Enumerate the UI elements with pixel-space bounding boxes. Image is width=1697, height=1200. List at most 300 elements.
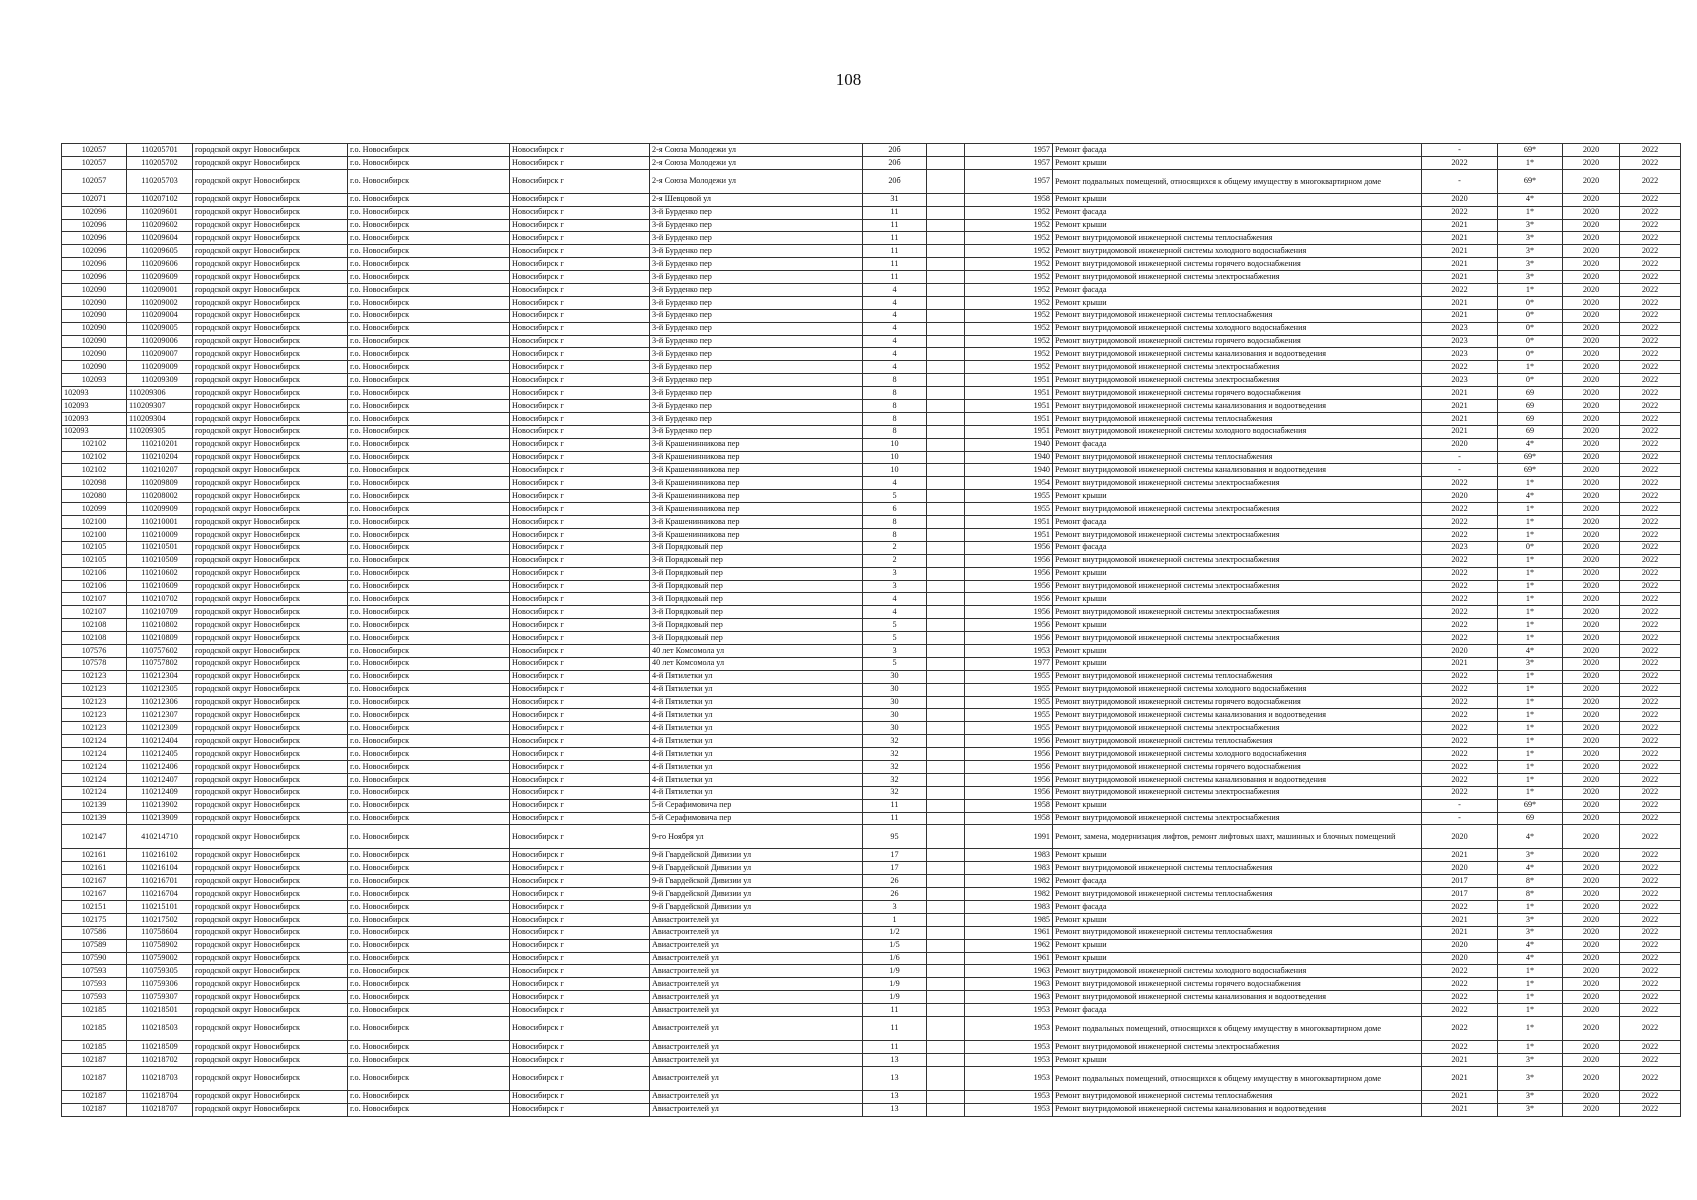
cell-planned-year: 2023 <box>1422 335 1498 348</box>
cell-municipal-district: городской округ Новосибирск <box>193 309 348 322</box>
cell-house-number: 11 <box>863 232 927 245</box>
cell-locality: Новосибирск г <box>510 464 650 477</box>
table-row <box>62 913 1681 926</box>
cell-house-id: 102057 <box>62 156 127 169</box>
cell-municipality: г.о. Новосибирск <box>348 657 510 670</box>
cell-planned-year: 2022 <box>1422 1017 1498 1041</box>
cell-planned-year: 2021 <box>1422 412 1498 425</box>
table-row <box>62 374 1681 387</box>
table-row <box>62 387 1681 400</box>
cell-work-id: 110218707 <box>127 1103 193 1116</box>
cell-year-built: 1956 <box>965 632 1053 645</box>
cell-percent: 3* <box>1498 1066 1563 1090</box>
table-row <box>62 1041 1681 1054</box>
cell-locality: Новосибирск г <box>510 875 650 888</box>
cell-street: 9-й Гвардейской Дивизии ул <box>650 900 863 913</box>
cell-planned-year: 2022 <box>1422 683 1498 696</box>
cell-street: 3-й Крашенинникова пер <box>650 451 863 464</box>
table-row <box>62 528 1681 541</box>
cell-street: 2-я Союза Молодежи ул <box>650 144 863 157</box>
cell-work-type: Ремонт крыши <box>1053 156 1422 169</box>
cell-municipality: г.о. Новосибирск <box>348 1090 510 1103</box>
cell-house-number: 11 <box>863 1004 927 1017</box>
cell-municipal-district: городской округ Новосибирск <box>193 760 348 773</box>
table-row <box>62 1017 1681 1041</box>
table-row <box>62 1004 1681 1017</box>
cell-house-number: 3 <box>863 900 927 913</box>
cell-planned-year: 2022 <box>1422 760 1498 773</box>
cell-work-type: Ремонт внутридомовой инженерной системы электроснабжения <box>1053 632 1422 645</box>
cell-house-id: 102090 <box>62 296 127 309</box>
cell-municipal-district: городской округ Новосибирск <box>193 567 348 580</box>
cell-building <box>927 696 965 709</box>
cell-year-built: 1953 <box>965 1017 1053 1041</box>
cell-locality: Новосибирск г <box>510 580 650 593</box>
cell-street: 3-й Бурденко пер <box>650 258 863 271</box>
cell-percent: 4* <box>1498 438 1563 451</box>
cell-percent: 1* <box>1498 503 1563 516</box>
cell-house-id: 102096 <box>62 219 127 232</box>
cell-municipal-district: городской округ Новосибирск <box>193 335 348 348</box>
cell-work-type: Ремонт фасада <box>1053 438 1422 451</box>
cell-municipal-district: городской округ Новосибирск <box>193 580 348 593</box>
table-row <box>62 799 1681 812</box>
cell-work-id: 110209305 <box>127 425 193 438</box>
cell-municipality: г.о. Новосибирск <box>348 425 510 438</box>
cell-percent: 0* <box>1498 322 1563 335</box>
cell-plan-end-year: 2022 <box>1620 322 1681 335</box>
cell-work-id: 110212307 <box>127 709 193 722</box>
table-row <box>62 952 1681 965</box>
table-row <box>62 926 1681 939</box>
cell-municipality: г.о. Новосибирск <box>348 991 510 1004</box>
cell-plan-end-year: 2022 <box>1620 309 1681 322</box>
cell-percent: 1* <box>1498 1004 1563 1017</box>
table-row <box>62 335 1681 348</box>
cell-percent: 8* <box>1498 875 1563 888</box>
cell-house-number: 11 <box>863 258 927 271</box>
cell-house-id: 102057 <box>62 144 127 157</box>
cell-municipal-district: городской округ Новосибирск <box>193 1017 348 1041</box>
cell-percent: 3* <box>1498 1103 1563 1116</box>
cell-building <box>927 825 965 849</box>
cell-plan-end-year: 2022 <box>1620 913 1681 926</box>
cell-municipality: г.о. Новосибирск <box>348 748 510 761</box>
cell-street: 3-й Порядковый пер <box>650 554 863 567</box>
cell-plan-start-year: 2020 <box>1563 361 1620 374</box>
cell-plan-end-year: 2022 <box>1620 528 1681 541</box>
cell-house-id: 102105 <box>62 541 127 554</box>
cell-plan-end-year: 2022 <box>1620 978 1681 991</box>
cell-building <box>927 786 965 799</box>
cell-building <box>927 1004 965 1017</box>
cell-year-built: 1983 <box>965 862 1053 875</box>
cell-plan-end-year: 2022 <box>1620 1053 1681 1066</box>
cell-year-built: 1956 <box>965 735 1053 748</box>
cell-planned-year: 2021 <box>1422 926 1498 939</box>
cell-street: 3-й Бурденко пер <box>650 232 863 245</box>
cell-municipal-district: городской округ Новосибирск <box>193 1066 348 1090</box>
cell-building <box>927 965 965 978</box>
cell-plan-start-year: 2020 <box>1563 619 1620 632</box>
cell-plan-end-year: 2022 <box>1620 670 1681 683</box>
cell-house-number: 11 <box>863 219 927 232</box>
cell-plan-start-year: 2020 <box>1563 606 1620 619</box>
cell-work-type: Ремонт крыши <box>1053 939 1422 952</box>
cell-work-id: 110216104 <box>127 862 193 875</box>
cell-street: 2-я Союза Молодежи ул <box>650 156 863 169</box>
cell-year-built: 1952 <box>965 206 1053 219</box>
cell-municipality: г.о. Новосибирск <box>348 541 510 554</box>
cell-plan-start-year: 2020 <box>1563 888 1620 901</box>
cell-house-id: 107593 <box>62 991 127 1004</box>
cell-house-id: 102090 <box>62 348 127 361</box>
cell-work-type: Ремонт внутридомовой инженерной системы канализования и водоотведения <box>1053 464 1422 477</box>
cell-house-id: 102139 <box>62 812 127 825</box>
table-row <box>62 978 1681 991</box>
cell-house-number: 4 <box>863 593 927 606</box>
cell-plan-end-year: 2022 <box>1620 567 1681 580</box>
cell-municipality: г.о. Новосибирск <box>348 965 510 978</box>
cell-planned-year: 2022 <box>1422 965 1498 978</box>
cell-house-number: 4 <box>863 322 927 335</box>
table-row <box>62 825 1681 849</box>
cell-municipal-district: городской округ Новосибирск <box>193 284 348 297</box>
cell-percent: 4* <box>1498 939 1563 952</box>
cell-street: 9-й Гвардейской Дивизии ул <box>650 888 863 901</box>
cell-house-number: 1/9 <box>863 978 927 991</box>
table-row <box>62 464 1681 477</box>
cell-house-number: 11 <box>863 799 927 812</box>
cell-plan-start-year: 2020 <box>1563 580 1620 593</box>
cell-locality: Новосибирск г <box>510 709 650 722</box>
cell-municipality: г.о. Новосибирск <box>348 335 510 348</box>
cell-municipal-district: городской округ Новосибирск <box>193 825 348 849</box>
cell-municipality: г.о. Новосибирск <box>348 516 510 529</box>
cell-building <box>927 361 965 374</box>
cell-municipality: г.о. Новосибирск <box>348 670 510 683</box>
table-row <box>62 296 1681 309</box>
cell-percent: 3* <box>1498 232 1563 245</box>
cell-work-id: 110212304 <box>127 670 193 683</box>
cell-year-built: 1955 <box>965 709 1053 722</box>
cell-house-number: 30 <box>863 683 927 696</box>
cell-building <box>927 541 965 554</box>
cell-municipal-district: городской округ Новосибирск <box>193 348 348 361</box>
cell-street: 40 лет Комсомола ул <box>650 657 863 670</box>
cell-percent: 4* <box>1498 862 1563 875</box>
cell-work-type: Ремонт фасада <box>1053 875 1422 888</box>
cell-plan-end-year: 2022 <box>1620 875 1681 888</box>
cell-municipality: г.о. Новосибирск <box>348 245 510 258</box>
cell-plan-start-year: 2020 <box>1563 1066 1620 1090</box>
cell-house-id: 102100 <box>62 528 127 541</box>
cell-plan-end-year: 2022 <box>1620 849 1681 862</box>
cell-planned-year: 2020 <box>1422 193 1498 206</box>
cell-work-type: Ремонт внутридомовой инженерной системы канализования и водоотведения <box>1053 773 1422 786</box>
cell-street: 4-й Пятилетки ул <box>650 722 863 735</box>
cell-building <box>927 567 965 580</box>
cell-work-type: Ремонт внутридомовой инженерной системы электроснабжения <box>1053 361 1422 374</box>
cell-work-id: 110209609 <box>127 271 193 284</box>
table-row <box>62 965 1681 978</box>
cell-plan-start-year: 2020 <box>1563 799 1620 812</box>
cell-percent: 1* <box>1498 900 1563 913</box>
cell-building <box>927 464 965 477</box>
cell-municipality: г.о. Новосибирск <box>348 400 510 413</box>
cell-locality: Новосибирск г <box>510 400 650 413</box>
cell-locality: Новосибирск г <box>510 490 650 503</box>
cell-house-number: 10 <box>863 451 927 464</box>
cell-plan-end-year: 2022 <box>1620 722 1681 735</box>
cell-house-number: 4 <box>863 335 927 348</box>
table-row <box>62 786 1681 799</box>
cell-work-type: Ремонт внутридомовой инженерной системы канализования и водоотведения <box>1053 1103 1422 1116</box>
cell-municipality: г.о. Новосибирск <box>348 939 510 952</box>
cell-house-number: 11 <box>863 812 927 825</box>
cell-plan-start-year: 2020 <box>1563 554 1620 567</box>
cell-municipal-district: городской округ Новосибирск <box>193 387 348 400</box>
cell-municipal-district: городской округ Новосибирск <box>193 156 348 169</box>
table-row <box>62 580 1681 593</box>
cell-building <box>927 412 965 425</box>
cell-street: 4-й Пятилетки ул <box>650 786 863 799</box>
cell-year-built: 1955 <box>965 490 1053 503</box>
cell-street: 3-й Бурденко пер <box>650 335 863 348</box>
cell-work-type: Ремонт внутридомовой инженерной системы холодного водоснабжения <box>1053 425 1422 438</box>
table-row <box>62 773 1681 786</box>
cell-locality: Новосибирск г <box>510 606 650 619</box>
cell-municipal-district: городской округ Новосибирск <box>193 193 348 206</box>
cell-year-built: 1951 <box>965 528 1053 541</box>
cell-planned-year: 2022 <box>1422 206 1498 219</box>
cell-house-id: 102090 <box>62 322 127 335</box>
cell-plan-end-year: 2022 <box>1620 760 1681 773</box>
cell-building <box>927 425 965 438</box>
cell-building <box>927 862 965 875</box>
cell-municipal-district: городской округ Новосибирск <box>193 361 348 374</box>
cell-locality: Новосибирск г <box>510 1053 650 1066</box>
cell-planned-year: 2022 <box>1422 619 1498 632</box>
cell-municipal-district: городской округ Новосибирск <box>193 735 348 748</box>
cell-percent: 1* <box>1498 516 1563 529</box>
cell-year-built: 1955 <box>965 722 1053 735</box>
cell-municipal-district: городской округ Новосибирск <box>193 144 348 157</box>
cell-planned-year: 2022 <box>1422 361 1498 374</box>
table-row <box>62 567 1681 580</box>
cell-plan-end-year: 2022 <box>1620 709 1681 722</box>
cell-municipal-district: городской округ Новосибирск <box>193 683 348 696</box>
cell-house-id: 102102 <box>62 438 127 451</box>
cell-work-type: Ремонт, замена, модернизация лифтов, ремонт лифтовых шахт, машинных и блочных помещений <box>1053 825 1422 849</box>
table-row <box>62 490 1681 503</box>
cell-plan-start-year: 2020 <box>1563 169 1620 193</box>
cell-building <box>927 335 965 348</box>
cell-building <box>927 296 965 309</box>
cell-house-id: 102185 <box>62 1017 127 1041</box>
cell-municipality: г.о. Новосибирск <box>348 503 510 516</box>
cell-municipal-district: городской округ Новосибирск <box>193 1041 348 1054</box>
cell-building <box>927 322 965 335</box>
cell-house-number: 1/9 <box>863 965 927 978</box>
cell-work-type: Ремонт внутридомовой инженерной системы электроснабжения <box>1053 554 1422 567</box>
cell-locality: Новосибирск г <box>510 258 650 271</box>
table-row <box>62 939 1681 952</box>
cell-work-type: Ремонт внутридомовой инженерной системы теплоснабжения <box>1053 862 1422 875</box>
cell-municipality: г.о. Новосибирск <box>348 374 510 387</box>
cell-locality: Новосибирск г <box>510 773 650 786</box>
cell-house-id: 102123 <box>62 722 127 735</box>
cell-house-id: 102107 <box>62 606 127 619</box>
cell-plan-end-year: 2022 <box>1620 258 1681 271</box>
cell-house-number: 8 <box>863 412 927 425</box>
cell-planned-year: 2022 <box>1422 528 1498 541</box>
cell-plan-end-year: 2022 <box>1620 952 1681 965</box>
cell-plan-start-year: 2020 <box>1563 812 1620 825</box>
cell-planned-year: 2022 <box>1422 284 1498 297</box>
cell-year-built: 1955 <box>965 696 1053 709</box>
cell-percent: 1* <box>1498 965 1563 978</box>
cell-year-built: 1957 <box>965 144 1053 157</box>
cell-percent: 69* <box>1498 799 1563 812</box>
table-row <box>62 696 1681 709</box>
cell-locality: Новосибирск г <box>510 786 650 799</box>
cell-plan-start-year: 2020 <box>1563 412 1620 425</box>
cell-house-id: 102057 <box>62 169 127 193</box>
cell-work-id: 110218702 <box>127 1053 193 1066</box>
cell-house-number: 32 <box>863 748 927 761</box>
table-row <box>62 348 1681 361</box>
cell-locality: Новосибирск г <box>510 1041 650 1054</box>
cell-year-built: 1982 <box>965 888 1053 901</box>
cell-year-built: 1952 <box>965 219 1053 232</box>
cell-house-id: 102185 <box>62 1041 127 1054</box>
cell-house-id: 102090 <box>62 309 127 322</box>
cell-municipal-district: городской округ Новосибирск <box>193 606 348 619</box>
cell-planned-year: 2022 <box>1422 786 1498 799</box>
cell-plan-start-year: 2020 <box>1563 258 1620 271</box>
cell-house-id: 102093 <box>62 425 127 438</box>
cell-building <box>927 760 965 773</box>
cell-work-type: Ремонт крыши <box>1053 619 1422 632</box>
cell-building <box>927 438 965 451</box>
cell-planned-year: 2021 <box>1422 258 1498 271</box>
cell-work-id: 110758902 <box>127 939 193 952</box>
cell-locality: Новосибирск г <box>510 619 650 632</box>
cell-plan-start-year: 2020 <box>1563 1004 1620 1017</box>
cell-plan-end-year: 2022 <box>1620 206 1681 219</box>
cell-plan-end-year: 2022 <box>1620 245 1681 258</box>
cell-percent: 1* <box>1498 580 1563 593</box>
cell-work-id: 110218703 <box>127 1066 193 1090</box>
cell-percent: 1* <box>1498 735 1563 748</box>
cell-plan-start-year: 2020 <box>1563 939 1620 952</box>
cell-locality: Новосибирск г <box>510 1103 650 1116</box>
cell-municipality: г.о. Новосибирск <box>348 683 510 696</box>
cell-municipality: г.о. Новосибирск <box>348 438 510 451</box>
cell-municipality: г.о. Новосибирск <box>348 825 510 849</box>
cell-street: 3-й Бурденко пер <box>650 284 863 297</box>
cell-plan-end-year: 2022 <box>1620 1017 1681 1041</box>
cell-plan-end-year: 2022 <box>1620 888 1681 901</box>
cell-locality: Новосибирск г <box>510 387 650 400</box>
cell-locality: Новосибирск г <box>510 593 650 606</box>
cell-percent: 1* <box>1498 991 1563 1004</box>
cell-locality: Новосибирск г <box>510 554 650 567</box>
cell-plan-end-year: 2022 <box>1620 412 1681 425</box>
cell-building <box>927 709 965 722</box>
cell-house-number: 4 <box>863 284 927 297</box>
cell-municipality: г.о. Новосибирск <box>348 348 510 361</box>
cell-percent: 0* <box>1498 309 1563 322</box>
cell-municipal-district: городской округ Новосибирск <box>193 1053 348 1066</box>
table-row <box>62 438 1681 451</box>
cell-work-id: 110759306 <box>127 978 193 991</box>
table-row <box>62 683 1681 696</box>
cell-work-type: Ремонт внутридомовой инженерной системы электроснабжения <box>1053 503 1422 516</box>
cell-plan-end-year: 2022 <box>1620 232 1681 245</box>
cell-work-type: Ремонт внутридомовой инженерной системы электроснабжения <box>1053 786 1422 799</box>
cell-street: 4-й Пятилетки ул <box>650 709 863 722</box>
cell-work-id: 110758604 <box>127 926 193 939</box>
cell-plan-end-year: 2022 <box>1620 541 1681 554</box>
cell-planned-year: 2021 <box>1422 425 1498 438</box>
cell-locality: Новосибирск г <box>510 812 650 825</box>
table-row <box>62 400 1681 413</box>
cell-planned-year: 2021 <box>1422 387 1498 400</box>
cell-work-id: 110209006 <box>127 335 193 348</box>
cell-street: 3-й Крашенинникова пер <box>650 464 863 477</box>
cell-work-type: Ремонт внутридомовой инженерной системы электроснабжения <box>1053 374 1422 387</box>
cell-planned-year: 2020 <box>1422 939 1498 952</box>
cell-percent: 0* <box>1498 296 1563 309</box>
cell-plan-start-year: 2020 <box>1563 952 1620 965</box>
cell-street: Авиастроителей ул <box>650 1017 863 1041</box>
cell-municipality: г.о. Новосибирск <box>348 554 510 567</box>
cell-plan-end-year: 2022 <box>1620 387 1681 400</box>
table-row <box>62 361 1681 374</box>
cell-planned-year: 2022 <box>1422 593 1498 606</box>
cell-locality: Новосибирск г <box>510 670 650 683</box>
cell-planned-year: 2022 <box>1422 516 1498 529</box>
cell-street: 3-й Бурденко пер <box>650 271 863 284</box>
cell-house-number: 95 <box>863 825 927 849</box>
cell-municipality: г.о. Новосибирск <box>348 926 510 939</box>
table-row <box>62 748 1681 761</box>
cell-building <box>927 875 965 888</box>
cell-work-id: 110209005 <box>127 322 193 335</box>
cell-house-id: 102098 <box>62 477 127 490</box>
cell-plan-end-year: 2022 <box>1620 335 1681 348</box>
cell-plan-end-year: 2022 <box>1620 632 1681 645</box>
cell-house-id: 102102 <box>62 451 127 464</box>
cell-work-id: 110205703 <box>127 169 193 193</box>
cell-building <box>927 606 965 619</box>
cell-work-id: 110205702 <box>127 156 193 169</box>
cell-planned-year: 2022 <box>1422 632 1498 645</box>
cell-house-id: 107576 <box>62 644 127 657</box>
cell-municipal-district: городской округ Новосибирск <box>193 632 348 645</box>
cell-street: 4-й Пятилетки ул <box>650 748 863 761</box>
cell-municipal-district: городской округ Новосибирск <box>193 438 348 451</box>
cell-percent: 3* <box>1498 926 1563 939</box>
table-row <box>62 219 1681 232</box>
cell-house-id: 102108 <box>62 632 127 645</box>
cell-work-type: Ремонт внутридомовой инженерной системы теплоснабжения <box>1053 232 1422 245</box>
cell-house-number: 17 <box>863 849 927 862</box>
cell-house-number: 2 <box>863 554 927 567</box>
cell-house-number: 8 <box>863 528 927 541</box>
